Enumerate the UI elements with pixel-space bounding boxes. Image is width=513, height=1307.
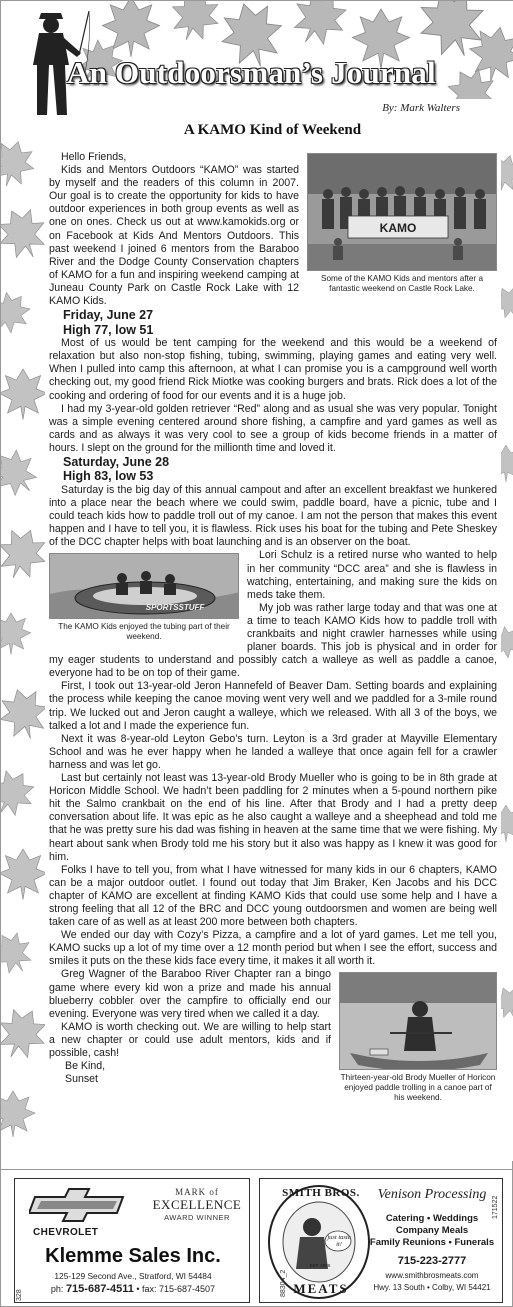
badge-est-text: EST. 1906 <box>309 1263 331 1268</box>
signoff-2: Sunset <box>65 1073 98 1086</box>
award-line-3: AWARD WINNER <box>164 1213 230 1222</box>
paragraph-12: Greg Wagner of the Baraboo River Chapter ran a bingo game where every kid won a prize and made his annual blueberry cobbler over the campfire to officially end our evening. Everyone was very tired when we called it a day. <box>49 968 331 1020</box>
photo-banner-text: KAMO <box>379 221 417 235</box>
paragraph-10: Folks I have to tell you, from what I have witnessed for many kids in our 6 chapters, KAMO can be a major outdoor outlet. I found out today that Jim Braker, Ken Jacobs and his DCC chapter of KAMO are excellent at finding KAMO Kids that could use some help and I have a strong feeling that all 12 of the BRC and DCC young outdoorsmen and women are being well taken care of as well as at least 200 more between both chapters. <box>49 863 497 929</box>
article-body <box>49 151 497 1106</box>
award-line-2: EXCELLENCE <box>152 1197 242 1212</box>
smith-website[interactable]: www.smithbrosmeats.com <box>385 1271 479 1280</box>
smith-phone[interactable]: 715-223-2777 <box>397 1255 467 1267</box>
friday-date: Friday, June 27 <box>63 308 154 323</box>
paragraph-6: My job was rather large today and that was one at a time to teach KAMO Kids how to paddle troll with crankbaits and night crawler harnesses while using planer boards. This job is physical and in order for my eager students to understand and possibly catch a walleye as well as paddle a canoe, everyone had to be on top of their game. <box>49 601 497 680</box>
photo-caption-3: Thirteen-year-old Brody Mueller of Horicon enjoyed paddle trolling in a canoe part of his weekend. <box>340 1073 496 1102</box>
paragraph-5: Lori Schulz is a retired nurse who wanted to help in her community “DCC area” and she is flawless in watching, entertaining, and making sure the kids on meds take them. <box>247 549 497 601</box>
photo-group-figure <box>307 153 497 293</box>
photo-caption-2: The KAMO Kids enjoyed the tubing part of their weekend. <box>58 622 230 642</box>
saturday-date: Saturday, June 28 <box>63 454 170 469</box>
paragraph-1: Kids and Mentors Outdoors “KAMO” was started by myself and the readers of this column in 2007. Our goal is to create the opportunity for kids to have outdoor experiences in both group events as well as one on ones. Check us out at www.kamokids.org or on Facebook at Kids And Mentors Outdoors. This past weekend I joined 6 mentors from the Baraboo River and the Dodge County Conservation chapters of KAMO for a fun and inspiring weekend camping at Juneau County Park on Castle Rock Lake with 12 KAMO Kids. <box>49 164 299 308</box>
award-badge <box>151 1187 243 1222</box>
paragraph-7: First, I took out 13-year-old Jeron Hannefeld of Beaver Dam. Setting boards and explaining the process while keeping the canoe moving went very well and we paddled for a 3-mile round trip. We lucked out and Jeron caught a walleye, which we released. With all 3 of the boys, we talked a lot and I made the experience fun. <box>49 680 497 732</box>
paragraph-13: KAMO is worth checking out. We are willing to help start a new chapter or could use adult mentors, kids and if possible, cash! <box>49 1020 331 1059</box>
photo-tubing-figure <box>49 553 239 641</box>
award-line-1: MARK of <box>175 1187 219 1197</box>
saturday-weather: High 83, low 53 <box>63 469 154 484</box>
dealer-fax: • fax: 715-687-4507 <box>136 1284 216 1294</box>
dealer-phone[interactable]: 715-687-4511 <box>65 1283 134 1295</box>
paragraph-8: Next it was 8-year-old Leyton Gebo’s turn. Leyton is a 3rd grader at Mayville Elementary School and was he ever happy when he landed a walleye that once again fell for a crawler harness and was let go. <box>49 732 497 771</box>
paragraph-3: I had my 3-year-old golden retriever “Red” along and as usual she was very popular. Tonight was a simple evening centered around shore fishing, a campfire and yard games as well as cards and as always it was very cool to see a group of kids become friends in a matter of hours. I slept on the ground for the millionth time and loved it. <box>49 402 497 454</box>
paragraph-4: Saturday is the big day of this annual campout and after an excellent breakfast we hunkered into a place near the beach where we could swim, paddle board, have a picnic, tube and I could teach kids how to paddle troll out of my canoe. I am not the person that makes this event happen and I have to tell you, it is flawless. Rick uses his boat for the tubing and Pete Sheskey of the DCC chapter helps with boat launching and is an observer on the boat. <box>49 483 497 549</box>
chevrolet-bowtie-icon <box>29 1187 129 1223</box>
photo-caption-1: Some of the KAMO Kids and mentors after a fantastic weekend on Castle Rock Lake. <box>320 274 483 293</box>
tubing-photo <box>49 553 239 619</box>
greeting: Hello Friends, <box>61 151 127 163</box>
byline: By: Mark Walters <box>382 102 460 114</box>
ad-code-right: 171522 <box>492 1195 499 1219</box>
friday-weather: High 77, low 51 <box>63 322 154 337</box>
canoe-photo <box>339 972 497 1070</box>
service-line-1: Catering • Weddings <box>385 1213 479 1224</box>
headline: A KAMO Kind of Weekend <box>183 122 362 138</box>
ad-code-klemme: 328 <box>16 1289 23 1301</box>
paragraph-9: Last but certainly not least was 13-year-old Brody Mueller who is going to be in 8th grade at Horicon Middle School. We hadn’t been paddling for 2 minutes when a 5-pound northern pike hit the Salmo crankbait on the end of his line. After that Brody and I had a pretty deep conversation about life. It was epic as he also caught a walleye and a sheephead and told me that he was pretty sure his dad was fishing in heaven at the same time that we were fishing. My heart about sank when Brody told me his story but it also was happy as I knew it was good for him. <box>49 772 497 863</box>
paragraph-2: Most of us would be tent camping for the weekend and this would be a weekend of relaxation but also non-stop fishing, tubing, swimming, playing games and eating very well. When I pulled into camp this afternoon, at what I can promise you is a campground well worth checking out, my good friend Rick Miotke was cooking burgers and brats. Rick does a lot of the cooking and ordering of food for our events and it is a huge job. <box>49 337 497 402</box>
dealer-contact <box>15 1283 251 1295</box>
venison-title: Venison Processing <box>377 1187 487 1202</box>
klemme-sales-ad[interactable] <box>14 1178 250 1303</box>
chevrolet-wordmark: CHEVROLET <box>33 1227 99 1238</box>
ad-code-left: 88304_2 <box>280 1269 287 1297</box>
smith-bros-ad[interactable] <box>259 1178 503 1303</box>
smith-address: Hwy. 13 South • Colby, WI 54421 <box>373 1283 491 1292</box>
column-title: An Outdoorsman’s Journal <box>67 55 436 90</box>
phone-label: ph: <box>50 1284 64 1294</box>
services-list <box>368 1213 496 1249</box>
photo-canoe-figure <box>339 972 497 1102</box>
tube-brand-text: SPORTSSTUFF <box>145 603 205 613</box>
service-line-3: Family Reunions • Funerals <box>369 1237 495 1248</box>
paragraph-11: We ended our day with Cozy’s Pizza, a campfire and a lot of yard games. Let me tell you, KAMO sucks up a lot of my time over a 12 month period but when I see the effort, success and smiles it puts on the these kids face every time, it makes it all worth it. <box>49 929 497 968</box>
service-line-2: Company Meals <box>395 1225 469 1236</box>
badge-bottom-text: MEATS <box>293 1281 349 1296</box>
signoff-1: Be Kind, <box>65 1060 106 1073</box>
advertisements <box>1 1169 513 1307</box>
dealer-name: Klemme Sales Inc. <box>45 1245 221 1267</box>
group-photo <box>307 153 497 271</box>
badge-speech-text: just taste it! <box>327 1234 351 1248</box>
badge-top-text: SMITH BROS. <box>282 1187 360 1199</box>
dealer-address: 125-129 Second Ave., Stratford, WI 54484 <box>54 1271 212 1281</box>
